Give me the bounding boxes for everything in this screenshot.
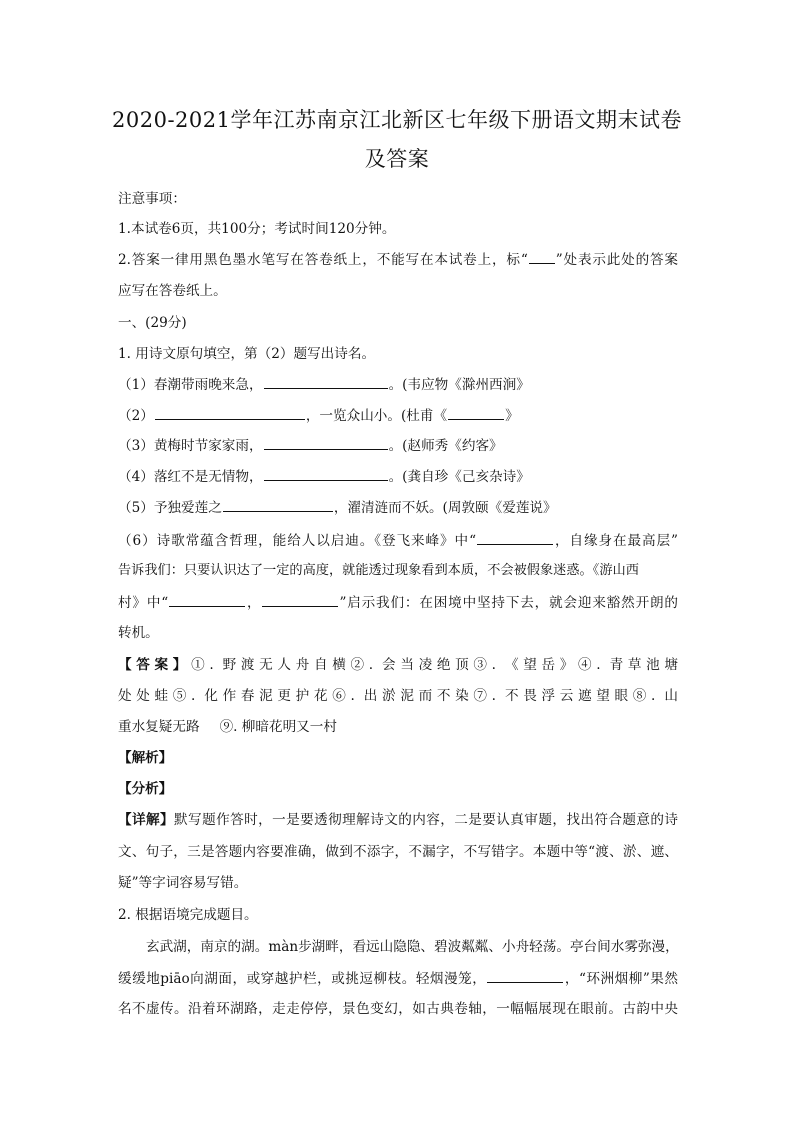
q1-5-text-a: （5）予独爱莲之 [118, 500, 222, 516]
answer-blank [264, 466, 388, 481]
question-2-stem: 2. 根据语境完成题目。 [118, 907, 258, 923]
analysis-label: 【解析】 [118, 750, 173, 766]
q1-2-text-a: （2） [118, 408, 154, 424]
q1-6-text-a: （6）诗歌常蕴含哲理，能给人以启迪。《登飞来峰》中“ [118, 533, 477, 549]
q1-5-text-b: ，濯清涟而不妖。(周敦颐《爱莲说》 [333, 500, 557, 516]
question-1-3 [118, 435, 678, 456]
question-1-1 [118, 374, 678, 395]
answer-blank [529, 249, 555, 264]
answer-blank [169, 592, 245, 607]
answer-4: ④. 青草池塘 [578, 657, 678, 673]
notes-item-2-text-b: ”处表示此处的答案 [555, 252, 679, 268]
answer-blank [448, 405, 504, 420]
answer-9: ⑨. 柳暗花明又一村 [219, 719, 337, 735]
answer-line-1 [118, 655, 678, 675]
notes-item-1: 1.本试卷6页，共100分；考试时间120分钟。 [118, 221, 396, 237]
answer-3: ③. 《望岳》 [473, 657, 579, 673]
answer-blank [155, 405, 305, 420]
detail-text-1: 默写题作答时，一是要透彻理解诗文的内容，二是要认真审题，找出符合题意的诗 [174, 812, 679, 828]
q1-1-text-a: （1）春潮带雨晚来急， [118, 377, 263, 393]
fenxi-label: 【分析】 [118, 781, 173, 797]
question-1-stem: 1. 用诗文原句填空，第（2）题写出诗名。 [118, 346, 376, 362]
q1-3-text-a: （3）黄梅时节家家雨， [118, 438, 263, 454]
detail-line-3: 疑”等字词容易写错。 [118, 875, 248, 891]
notes-item-2 [118, 249, 678, 270]
q1-4-text-b: 。(龚自珍《己亥杂诗》 [388, 469, 530, 485]
answer-blank [487, 968, 563, 983]
question-1-6-cont3: 转机。 [118, 625, 159, 641]
answer-label: 【答案】 [118, 657, 192, 673]
question-1-2 [118, 405, 678, 426]
answer-blank [264, 435, 388, 450]
question-1-6 [118, 530, 678, 551]
q1-2-text-c: 》 [505, 408, 519, 424]
notes-heading: 注意事项： [118, 191, 186, 207]
question-1-6-cont: 告诉我们：只要认识达了一定的高度，就能透过现象看到本质，不会被假象迷惑。《游山西 [118, 563, 639, 578]
question-2-para-3: 名不虚传。沿着环湖路，走走停停，景色变幻，如古典卷轴，一幅幅展现在眼前。古韵中央 [118, 1001, 678, 1017]
answer-line-3 [118, 717, 678, 737]
answer-2: ②. 会当凌绝顶 [350, 657, 474, 673]
q1-6-text-b: ，自缘身在最高层” [554, 533, 679, 549]
question-1-4 [118, 466, 678, 487]
question-1-6-cont2 [118, 592, 678, 613]
document-title-line2: 及答案 [364, 147, 430, 171]
answer-4-cont: 处处蛙 [118, 688, 173, 704]
question-2-para-1: 玄武湖，南京的湖。màn步湖畔，看远山隐隐、碧波粼粼、小舟轻荡。亭台间水雾弥漫， [146, 939, 679, 955]
detail-label: 【详解】 [118, 812, 175, 828]
q1-1-text-b: 。(韦应物《滁州西涧》 [388, 377, 530, 393]
q2-text-a: 缓缓地piāo向湖面，或穿越护栏，或挑逗柳枝。轻烟漫笼， [118, 971, 487, 987]
notes-item-2-cont: 应写在答卷纸上。 [118, 283, 227, 299]
q2-text-b: ，“环洲烟柳”果然 [564, 971, 678, 987]
answer-blank [262, 592, 338, 607]
answer-5: ⑤. 化作春泥更护花 [172, 688, 333, 704]
q1-2-text-b: ，一览众山小。(杜甫《 [305, 408, 448, 424]
answer-8: ⑧. 山 [632, 688, 678, 704]
q1-6-text-f: ”启示我们：在困境中坚持下去，就会迎来豁然开朗的 [339, 595, 679, 611]
answer-blank [477, 530, 553, 545]
detail-line-2: 文、句子，三是答题内容要准确，做到不添字，不漏字，不写错字。本题中等“渡、淤、遮、 [118, 844, 678, 860]
question-2-para-2 [118, 968, 678, 989]
answer-line-2 [118, 686, 678, 706]
question-1-5 [118, 497, 678, 518]
document-title-line1: 2020-2021学年江苏南京江北新区七年级下册语文期末试卷 [112, 108, 682, 132]
answer-8-cont: 重水复疑无路 [118, 719, 200, 735]
section-1-heading: 一、(29分) [118, 315, 187, 331]
notes-item-2-text-a: 2.答案一律用黑色墨水笔写在答卷纸上，不能写在本试卷上，标“ [118, 252, 528, 268]
answer-6: ⑥. 出淤泥而不染 [332, 688, 474, 704]
answer-1: ①. 野渡无人舟自横 [191, 657, 351, 673]
q1-6-text-e: ， [246, 595, 262, 611]
answer-blank [264, 374, 388, 389]
answer-7: ⑦. 不畏浮云遮望眼 [473, 688, 633, 704]
detail-line-1 [118, 810, 678, 830]
q1-4-text-a: （4）落红不是无情物， [118, 469, 263, 485]
q1-3-text-b: 。(赵师秀《约客》 [388, 438, 503, 454]
q1-6-text-d: 村》中“ [118, 595, 169, 611]
answer-blank [223, 497, 333, 512]
